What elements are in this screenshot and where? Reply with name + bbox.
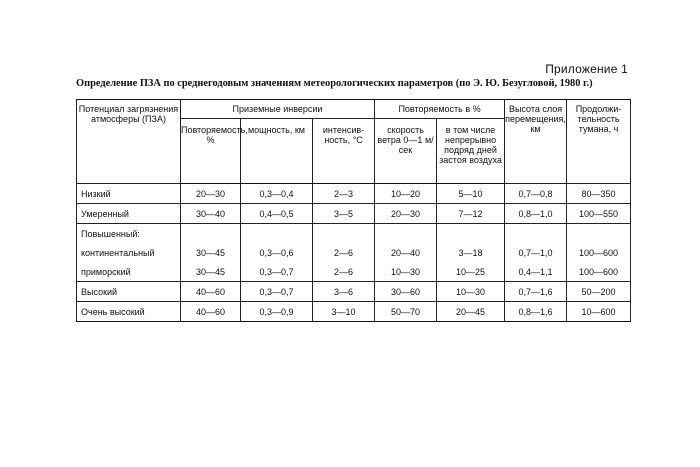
cell: 0,7—1,6 <box>505 282 567 302</box>
cell: 20—45 <box>437 302 505 322</box>
row-name: континентальный <box>77 243 181 262</box>
cell: 2—6 <box>313 262 375 282</box>
row-name: Низкий <box>77 184 181 204</box>
header-fog-duration: Продолжи-тельность тумана, ч <box>567 100 631 184</box>
header-repeatability: Повторяемость, % <box>181 119 241 184</box>
cell: 20—40 <box>375 243 437 262</box>
cell: 30—45 <box>181 262 241 282</box>
cell: 7—12 <box>437 204 505 224</box>
pza-table <box>76 99 631 322</box>
cell: 3—5 <box>313 204 375 224</box>
cell: 2—3 <box>313 184 375 204</box>
row-name: Высокий <box>77 282 181 302</box>
cell: 40—60 <box>181 282 241 302</box>
cell: 30—60 <box>375 282 437 302</box>
row-name: Умеренный <box>77 204 181 224</box>
cell: 0,8—1,6 <box>505 302 567 322</box>
cell: 10—30 <box>375 262 437 282</box>
cell: 20—30 <box>181 184 241 204</box>
cell: 20—30 <box>375 204 437 224</box>
header-intensity: интенсив-ность, °С <box>313 119 375 184</box>
cell: 40—60 <box>181 302 241 322</box>
table-row <box>77 184 631 204</box>
cell: 0,4—1,1 <box>505 262 567 282</box>
cell: 0,3—0,7 <box>241 282 313 302</box>
cell: 100—550 <box>567 204 631 224</box>
header-repeatability-in-pct: Повторяемость в % <box>375 100 505 119</box>
cell <box>241 224 313 244</box>
cell: 3—6 <box>313 282 375 302</box>
cell <box>181 224 241 244</box>
cell: 0,3—0,9 <box>241 302 313 322</box>
cell: 0,3—0,4 <box>241 184 313 204</box>
cell: 100—600 <box>567 262 631 282</box>
cell: 3—10 <box>313 302 375 322</box>
cell: 3—18 <box>437 243 505 262</box>
cell: 0,8—1,0 <box>505 204 567 224</box>
row-name: приморский <box>77 262 181 282</box>
header-wind-speed: скорость ветра 0—1 м/сек <box>375 119 437 184</box>
table-row <box>77 243 631 262</box>
cell: 10—20 <box>375 184 437 204</box>
cell: 5—10 <box>437 184 505 204</box>
cell <box>313 224 375 244</box>
cell: 2—6 <box>313 243 375 262</box>
header-surface-inversions: Приземные инверсии <box>181 100 375 119</box>
cell: 0,4—0,5 <box>241 204 313 224</box>
header-stagnation: в том числе непрерывно подряд дней застоя воздуха <box>437 119 505 184</box>
table-row <box>77 224 631 244</box>
table-row <box>77 282 631 302</box>
cell: 80—350 <box>567 184 631 204</box>
cell: 30—45 <box>181 243 241 262</box>
cell: 50—200 <box>567 282 631 302</box>
cell: 0,3—0,6 <box>241 243 313 262</box>
cell: 100—600 <box>567 243 631 262</box>
cell: 0,3—0,7 <box>241 262 313 282</box>
cell <box>567 224 631 244</box>
cell <box>375 224 437 244</box>
header-thickness: мощность, км <box>241 119 313 184</box>
cell: 30—40 <box>181 204 241 224</box>
cell: 50—70 <box>375 302 437 322</box>
table-row <box>77 302 631 322</box>
cell: 0,7—0,8 <box>505 184 567 204</box>
header-mixing-height: Высота слоя перемещения, км <box>505 100 567 184</box>
cell: 10—600 <box>567 302 631 322</box>
row-name: Повышенный: <box>77 224 181 244</box>
header-potential: Потенциал загрязнения атмосферы (ПЗА) <box>77 100 181 184</box>
cell: 10—30 <box>437 282 505 302</box>
table-row <box>77 262 631 282</box>
appendix-label: Приложение 1 <box>545 62 628 76</box>
row-name: Очень высокий <box>77 302 181 322</box>
document-title: Определение ПЗА по среднегодовым значениям метеорологических параметров (по Э. Ю. Безугловой, 1980 г.) <box>76 78 593 89</box>
cell: 10—25 <box>437 262 505 282</box>
cell <box>437 224 505 244</box>
cell <box>505 224 567 244</box>
table-row <box>77 204 631 224</box>
cell: 0,7—1,0 <box>505 243 567 262</box>
